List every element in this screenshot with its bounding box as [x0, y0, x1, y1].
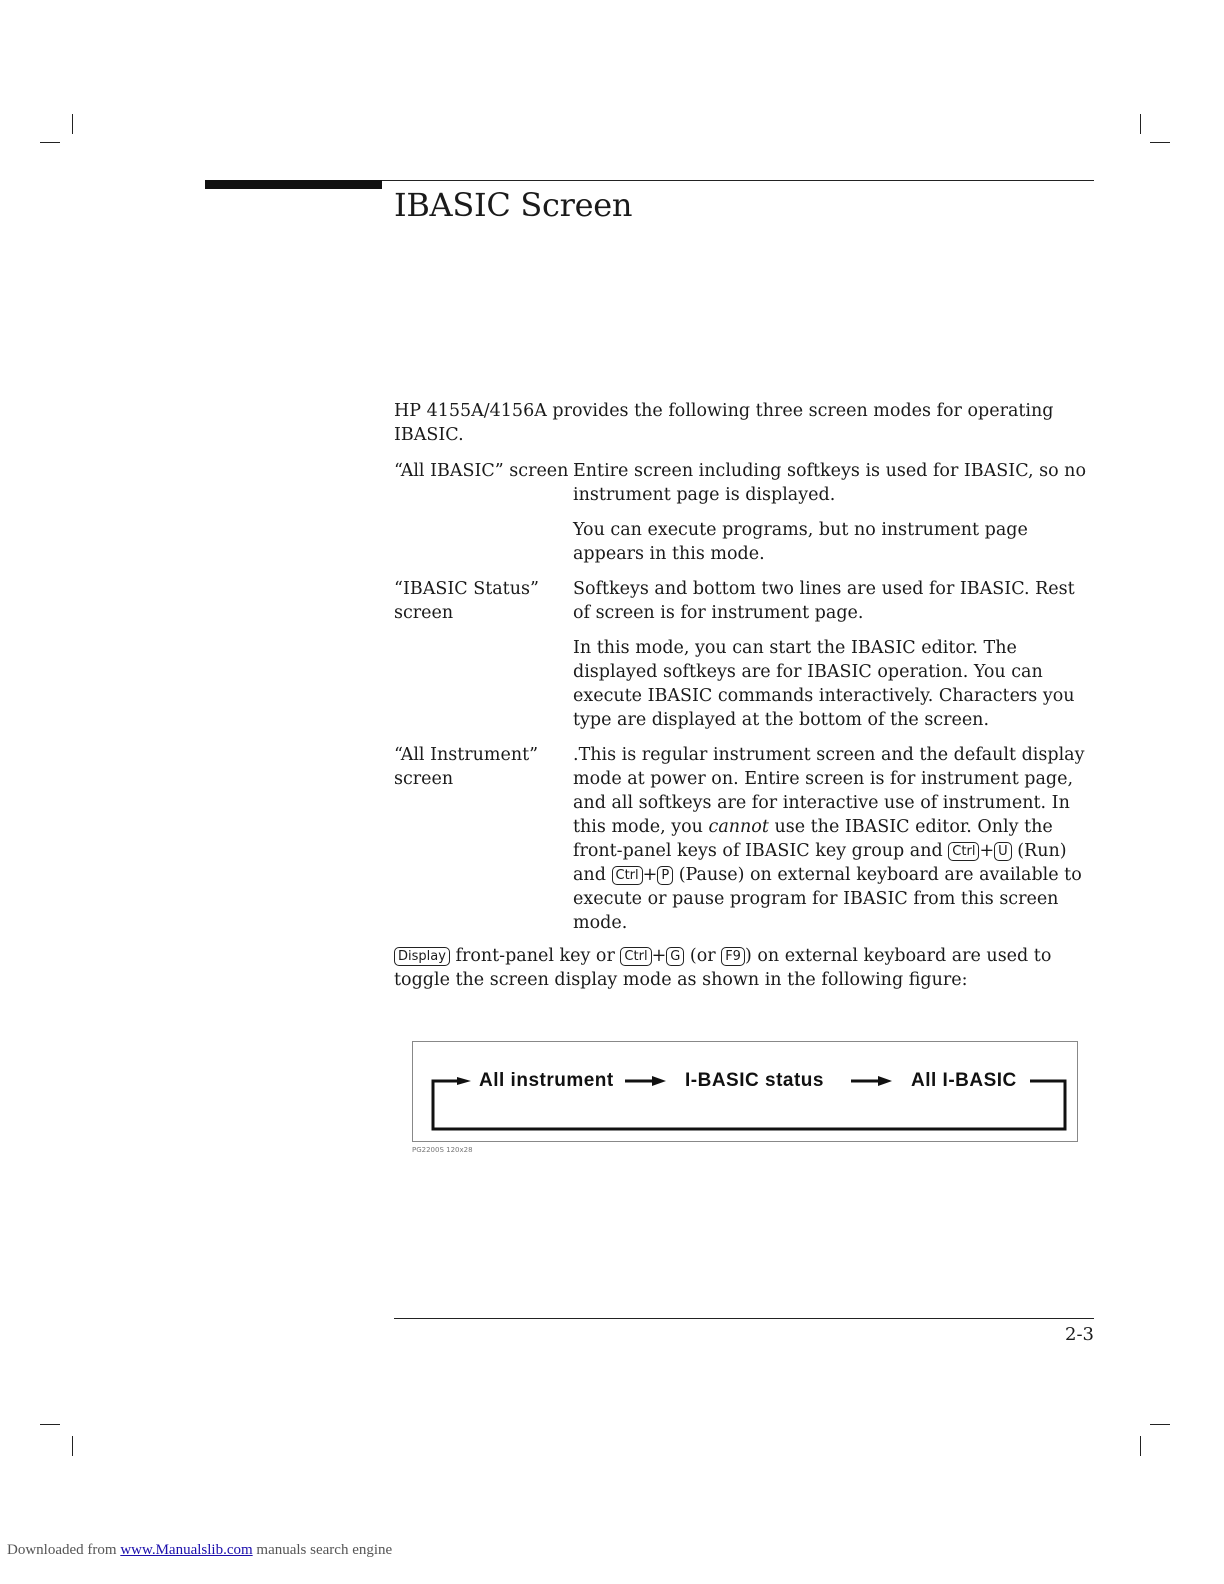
- mode-definition: [573, 743, 1096, 935]
- flow-label-ibasic-status: I-BASIC status: [685, 1070, 824, 1091]
- download-footer: [7, 1542, 392, 1559]
- flow-label-all-instrument: All instrument: [479, 1070, 614, 1091]
- crop-mark: [72, 114, 73, 134]
- mode-all-instrument: [394, 743, 1096, 935]
- mode-cycle-figure: [412, 1041, 1078, 1142]
- text-run: (Pause) on external keyboard are available to execute or pause program for IBASIC from this screen mode.: [573, 865, 1082, 933]
- p-key: P: [657, 866, 673, 885]
- crop-mark: [1140, 114, 1141, 134]
- mode-term: “IBASIC Status” screen: [394, 579, 539, 623]
- crop-mark: [72, 1436, 73, 1456]
- text-run: .This is regular instrument screen and the default display mode at power on. Entire screen is for instrument page, and all softkeys are for interactive use of instrument. In this mode, you: [573, 745, 1085, 837]
- manualslib-link[interactable]: www.Manualslib.com: [120, 1542, 253, 1558]
- ctrl-key: Ctrl: [612, 866, 643, 885]
- text-run: front-panel key or: [455, 946, 615, 966]
- crop-mark: [40, 1424, 60, 1425]
- text-run: ) on external keyboard are used to toggle the screen display mode as shown in the following figure:: [394, 946, 1052, 990]
- mode-term: “All Instrument” screen: [394, 745, 539, 789]
- section-bar: [205, 180, 382, 189]
- footer-suffix: manuals search engine: [256, 1542, 393, 1558]
- mode-ibasic-status: [394, 577, 1096, 732]
- definition-paragraph: Softkeys and bottom two lines are used for IBASIC. Rest of screen is for instrument page.: [573, 579, 1075, 623]
- text-run: (or: [689, 946, 716, 966]
- text-run: use the IBASIC editor. Only the front-panel keys of IBASIC key group and: [573, 817, 1053, 861]
- flow-label-all-ibasic: All I-BASIC: [911, 1070, 1017, 1091]
- crop-mark: [1150, 1424, 1170, 1425]
- header-rule: [382, 180, 1094, 181]
- page-number: 2-3: [1065, 1324, 1094, 1345]
- text-run: (Run) and: [573, 841, 1067, 885]
- g-key: G: [666, 947, 684, 966]
- u-key: U: [994, 842, 1012, 861]
- footer-prefix: Downloaded from: [7, 1542, 117, 1558]
- definition-paragraph: .This is regular instrument screen and the default display mode at power on. Entire screen is for instrument page, and all softkeys are for interactive use of instrument. In this mode, you cannot use the IBASIC editor. Only the front-panel keys of IBASIC key group and Ctrl + U (Run) and Ctrl + P (Pause) on external keyboard are available to execute or pause program for IBASIC from this screen mode.: [573, 745, 1085, 933]
- f9-key: F9: [721, 947, 745, 966]
- crop-mark: [1150, 142, 1170, 143]
- emphasis-text: cannot: [708, 817, 769, 837]
- ctrl-key: Ctrl: [620, 947, 651, 966]
- figure-caption: PG2200S 120x28: [412, 1146, 473, 1154]
- intro-paragraph: HP 4155A/4156A provides the following three screen modes for operating IBASIC.: [394, 401, 1054, 445]
- footer-rule: [394, 1318, 1094, 1319]
- page-title: IBASIC Screen: [394, 186, 633, 224]
- definition-paragraph: You can execute programs, but no instrument page appears in this mode.: [573, 520, 1028, 564]
- mode-term: “All IBASIC” screen: [394, 461, 569, 481]
- ctrl-key: Ctrl: [948, 842, 979, 861]
- crop-mark: [1140, 1436, 1141, 1456]
- crop-mark: [40, 142, 60, 143]
- display-key: Display: [394, 947, 450, 966]
- arrow-head-icon: [878, 1076, 892, 1086]
- screen-modes-list: [394, 459, 1096, 946]
- definition-paragraph: In this mode, you can start the IBASIC editor. The displayed softkeys are for IBASIC operation. You can execute IBASIC commands interactively. Characters you type are displayed at the bottom of the screen.: [573, 638, 1075, 730]
- mode-all-ibasic: [394, 459, 1096, 566]
- arrow-head-icon: [457, 1077, 471, 1085]
- mode-definition: [573, 577, 1096, 732]
- arrow-head-icon: [652, 1076, 666, 1086]
- outro-paragraph: Display front-panel key or Ctrl + G (or F9 ) on external keyboard are used to toggle the screen display mode as shown in the following figure:: [394, 946, 1052, 990]
- definition-paragraph: Entire screen including softkeys is used for IBASIC, so no instrument page is displayed.: [573, 461, 1086, 505]
- mode-definition: [573, 459, 1096, 566]
